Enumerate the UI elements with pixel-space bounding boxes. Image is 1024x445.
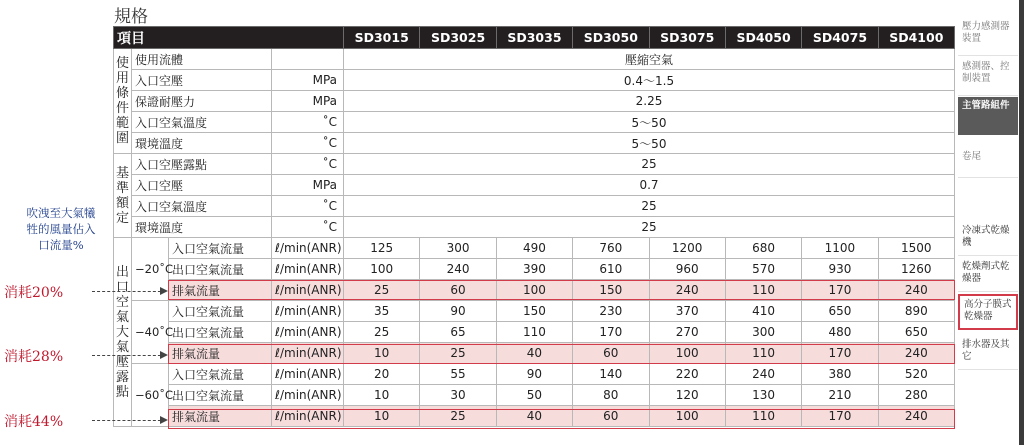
table-cell: 60 — [573, 406, 649, 427]
row-label: 入口空氣流量 — [169, 364, 272, 385]
table-cell: 390 — [496, 259, 572, 280]
sidebar-edge-bar — [1019, 0, 1024, 445]
table-cell: 680 — [725, 238, 801, 259]
consumption-label: 消耗28% — [4, 349, 64, 365]
table-cell: 380 — [802, 364, 878, 385]
table-row — [114, 91, 955, 112]
dewpoint-temp-label: −40˚C — [132, 301, 169, 364]
table-cell: 960 — [649, 259, 725, 280]
row-label: 出口空氣流量 — [169, 385, 272, 406]
model-header: SD3050 — [573, 27, 649, 49]
model-header: SD3035 — [496, 27, 572, 49]
table-cell: 490 — [496, 238, 572, 259]
row-label: 出口空氣流量 — [169, 322, 272, 343]
row-unit — [272, 49, 344, 70]
model-header: SD3015 — [344, 27, 420, 49]
model-header: SD4100 — [878, 27, 954, 49]
table-cell: 90 — [496, 364, 572, 385]
dashed-arrow-icon — [92, 420, 166, 421]
table-row — [114, 238, 955, 259]
page-title: 規格 — [114, 7, 148, 27]
table-cell: 1500 — [878, 238, 954, 259]
dewpoint-temp-label: −60˚C — [132, 364, 169, 427]
table-cell: 60 — [420, 280, 496, 301]
row-unit: ℓ/min(ANR) — [272, 343, 344, 364]
sidebar-item-active[interactable]: 主管路組件 — [958, 97, 1018, 135]
table-cell: 40 — [496, 343, 572, 364]
table-cell: 30 — [420, 385, 496, 406]
table-row — [114, 154, 955, 175]
table-cell: 170 — [802, 406, 878, 427]
table-cell: 280 — [878, 385, 954, 406]
table-cell: 410 — [725, 301, 801, 322]
table-cell: 1100 — [802, 238, 878, 259]
right-sidebar — [955, 0, 1024, 445]
sidebar-item[interactable]: 冷凍式乾燥機 — [958, 222, 1018, 256]
table-cell: 610 — [573, 259, 649, 280]
row-unit: ˚C — [272, 217, 344, 238]
table-cell: 1200 — [649, 238, 725, 259]
row-unit: ℓ/min(ANR) — [272, 259, 344, 280]
table-cell: 55 — [420, 364, 496, 385]
table-cell: 300 — [725, 322, 801, 343]
table-cell: 110 — [725, 280, 801, 301]
table-cell: 650 — [802, 301, 878, 322]
table-row — [114, 217, 955, 238]
spec-table — [113, 26, 955, 427]
table-cell: 170 — [802, 280, 878, 301]
row-label: 入口空壓露點 — [132, 154, 272, 175]
row-label: 入口空氣流量 — [169, 238, 272, 259]
table-cell: 100 — [344, 259, 420, 280]
row-value: 25 — [344, 154, 955, 175]
row-label: 排氣流量 — [169, 343, 272, 364]
table-cell: 570 — [725, 259, 801, 280]
table-cell: 10 — [344, 385, 420, 406]
table-row — [114, 112, 955, 133]
sidebar-item[interactable]: 感測器、控制裝置 — [958, 58, 1018, 96]
row-unit: ˚C — [272, 133, 344, 154]
table-cell: 270 — [649, 322, 725, 343]
table-row — [114, 133, 955, 154]
item-header: 項目 — [114, 27, 344, 49]
row-unit: ˚C — [272, 154, 344, 175]
table-cell: 930 — [802, 259, 878, 280]
row-unit: ℓ/min(ANR) — [272, 280, 344, 301]
model-header: SD4075 — [802, 27, 878, 49]
table-row — [114, 49, 955, 70]
table-cell: 90 — [420, 301, 496, 322]
row-label: 排氣流量 — [169, 406, 272, 427]
row-unit: ℓ/min(ANR) — [272, 364, 344, 385]
row-value: 壓縮空氣 — [344, 49, 955, 70]
table-cell: 650 — [878, 322, 954, 343]
table-cell: 240 — [420, 259, 496, 280]
table-row — [114, 175, 955, 196]
table-cell: 35 — [344, 301, 420, 322]
table-cell: 210 — [802, 385, 878, 406]
row-label: 入口空氣溫度 — [132, 112, 272, 133]
row-unit: MPa — [272, 70, 344, 91]
sidebar-item[interactable]: 卷尾 — [958, 148, 1018, 178]
exhaust-highlight-box — [168, 409, 955, 429]
table-cell: 240 — [878, 343, 954, 364]
row-unit: ℓ/min(ANR) — [272, 322, 344, 343]
outlet-dewpoint-section — [114, 238, 955, 427]
table-cell: 240 — [649, 280, 725, 301]
model-header: SD3025 — [420, 27, 496, 49]
table-cell: 170 — [573, 322, 649, 343]
table-row — [114, 259, 955, 280]
spec-table-header — [114, 27, 955, 49]
table-cell: 370 — [649, 301, 725, 322]
table-cell: 240 — [725, 364, 801, 385]
sidebar-item[interactable]: 排水器及其它 — [958, 336, 1018, 370]
table-cell: 220 — [649, 364, 725, 385]
exhaust-highlight-box — [168, 344, 955, 364]
table-cell: 65 — [420, 322, 496, 343]
group-label-outlet: 出口空氣大氣壓露點 — [114, 238, 132, 427]
row-unit: ℓ/min(ANR) — [272, 385, 344, 406]
annotation-note: 吹洩至大氣犧牲的風量佔入口流量% — [26, 206, 96, 252]
table-row — [114, 301, 955, 322]
consumption-label: 消耗44% — [4, 414, 64, 430]
table-cell: 480 — [802, 322, 878, 343]
table-row — [114, 385, 955, 406]
table-cell: 1260 — [878, 259, 954, 280]
table-cell: 230 — [573, 301, 649, 322]
row-value: 0.4〜1.5 — [344, 70, 955, 91]
row-label: 入口空壓 — [132, 70, 272, 91]
table-cell: 110 — [725, 343, 801, 364]
row-unit: ℓ/min(ANR) — [272, 238, 344, 259]
table-cell: 80 — [573, 385, 649, 406]
row-unit: ℓ/min(ANR) — [272, 406, 344, 427]
table-cell: 110 — [725, 406, 801, 427]
group-label-rated: 基準額定 — [114, 154, 132, 238]
group-label-conditions: 使用條件範圍 — [114, 49, 132, 154]
row-label: 排氣流量 — [169, 280, 272, 301]
table-row — [114, 196, 955, 217]
table-cell: 240 — [878, 406, 954, 427]
row-value: 5〜50 — [344, 112, 955, 133]
row-label: 保證耐壓力 — [132, 91, 272, 112]
table-cell: 100 — [649, 406, 725, 427]
row-value: 25 — [344, 196, 955, 217]
row-label: 出口空氣流量 — [169, 259, 272, 280]
row-value: 2.25 — [344, 91, 955, 112]
table-row — [114, 70, 955, 91]
consumption-label: 消耗20% — [4, 285, 64, 301]
row-unit: ℓ/min(ANR) — [272, 301, 344, 322]
table-cell: 130 — [725, 385, 801, 406]
table-cell: 760 — [573, 238, 649, 259]
table-cell: 890 — [878, 301, 954, 322]
table-cell: 25 — [344, 322, 420, 343]
table-cell: 20 — [344, 364, 420, 385]
table-row — [114, 364, 955, 385]
table-row — [114, 322, 955, 343]
table-cell: 140 — [573, 364, 649, 385]
dashed-arrow-icon — [92, 355, 166, 356]
row-label: 環境溫度 — [132, 133, 272, 154]
table-cell: 25 — [420, 343, 496, 364]
table-cell: 100 — [496, 280, 572, 301]
table-cell: 60 — [573, 343, 649, 364]
sidebar-item-highlighted[interactable]: 高分子膜式乾燥器 — [958, 294, 1018, 330]
table-cell: 100 — [649, 343, 725, 364]
table-cell: 520 — [878, 364, 954, 385]
row-label: 入口空氣溫度 — [132, 196, 272, 217]
table-cell: 10 — [344, 406, 420, 427]
table-cell: 50 — [496, 385, 572, 406]
table-cell: 10 — [344, 343, 420, 364]
row-label: 環境溫度 — [132, 217, 272, 238]
model-header: SD3075 — [649, 27, 725, 49]
table-cell: 170 — [802, 343, 878, 364]
row-value: 5〜50 — [344, 133, 955, 154]
row-value: 25 — [344, 217, 955, 238]
table-cell: 125 — [344, 238, 420, 259]
row-label: 入口空壓 — [132, 175, 272, 196]
sidebar-item[interactable]: 壓力感測器裝置 — [958, 18, 1018, 56]
table-cell: 25 — [344, 280, 420, 301]
dewpoint-temp-label: −20˚C — [132, 238, 169, 301]
table-cell: 40 — [496, 406, 572, 427]
dashed-arrow-icon — [92, 291, 166, 292]
row-unit: MPa — [272, 91, 344, 112]
table-cell: 240 — [878, 280, 954, 301]
table-cell: 110 — [496, 322, 572, 343]
sidebar-item[interactable]: 乾燥劑式乾燥器 — [958, 258, 1018, 292]
row-value: 0.7 — [344, 175, 955, 196]
row-label: 入口空氣流量 — [169, 301, 272, 322]
table-cell: 300 — [420, 238, 496, 259]
row-label: 使用流體 — [132, 49, 272, 70]
table-cell: 150 — [496, 301, 572, 322]
exhaust-highlight-box — [168, 280, 955, 300]
table-cell: 25 — [420, 406, 496, 427]
row-unit: ˚C — [272, 196, 344, 217]
row-unit: ˚C — [272, 112, 344, 133]
row-unit: MPa — [272, 175, 344, 196]
model-header: SD4050 — [725, 27, 801, 49]
table-cell: 150 — [573, 280, 649, 301]
table-cell: 120 — [649, 385, 725, 406]
